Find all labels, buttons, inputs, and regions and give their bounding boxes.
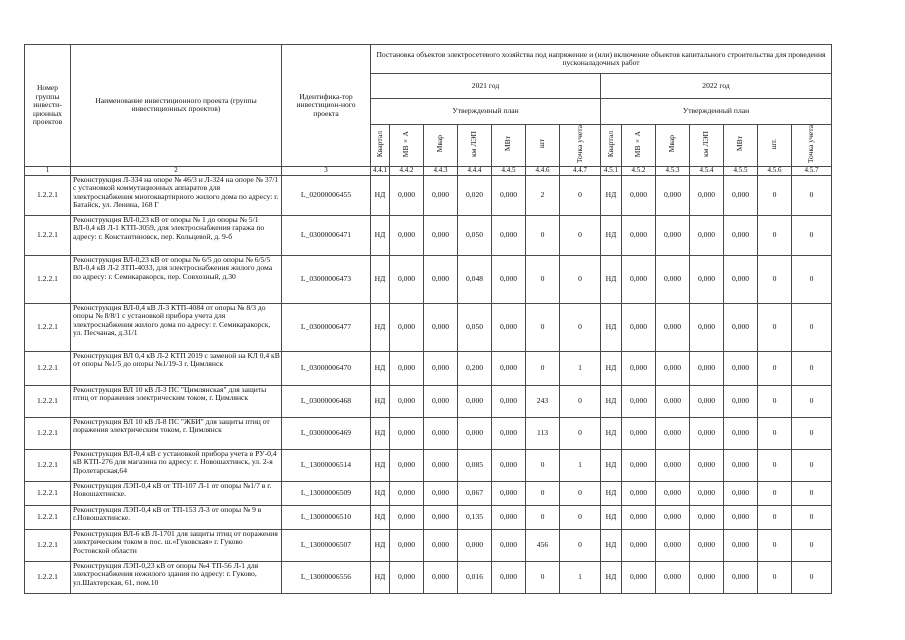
cell-value: 0,000 xyxy=(424,449,458,481)
cell-value: 0 xyxy=(758,529,792,561)
cell-value: 0,000 xyxy=(724,303,758,351)
cell-value: 0,000 xyxy=(622,561,656,593)
cell-project-id: L_03000006470 xyxy=(282,351,371,385)
cell-value: 0,000 xyxy=(424,561,458,593)
cell-value: 0 xyxy=(792,385,832,417)
cell-project-name: Реконструкция ЛЭП-0,23 кВ от опоры №4 ТП-56 Л-1 для электроснабжения нежилого здания по адресу: г. Гуково, ул.Шахтерская, 61, пом.10 xyxy=(71,561,282,593)
cell-value: 0 xyxy=(560,255,601,303)
cell-project-id: L_03000006477 xyxy=(282,303,371,351)
cell-value: 1 xyxy=(560,351,601,385)
cell-value: 0,000 xyxy=(622,215,656,255)
header-row-super xyxy=(25,45,832,74)
cell-value: 0 xyxy=(758,481,792,505)
cell-value: НД xyxy=(371,529,390,561)
unit-header-label: шт. xyxy=(769,138,779,150)
unit-header-label: Квартал xyxy=(374,130,384,158)
cell-group-number: 1.2.2.1 xyxy=(25,215,71,255)
column-number: 4.4.3 xyxy=(424,166,458,175)
cell-value: 0,000 xyxy=(424,505,458,529)
cell-value: 0 xyxy=(526,303,560,351)
cell-value: 0,000 xyxy=(424,175,458,215)
cell-group-number: 1.2.2.1 xyxy=(25,481,71,505)
cell-value: 0 xyxy=(792,561,832,593)
cell-value: 0,000 xyxy=(424,351,458,385)
cell-value: НД xyxy=(601,561,622,593)
cell-value: 0,000 xyxy=(656,385,690,417)
cell-value: 0,050 xyxy=(458,215,492,255)
cell-value: НД xyxy=(371,175,390,215)
cell-value: 0,000 xyxy=(656,175,690,215)
cell-value: 0,000 xyxy=(656,351,690,385)
cell-value: 0,000 xyxy=(390,351,424,385)
cell-value: 0 xyxy=(758,417,792,449)
column-number: 4.5.6 xyxy=(758,166,792,175)
cell-value: 0,000 xyxy=(492,417,526,449)
cell-value: 0 xyxy=(526,561,560,593)
cell-value: 0 xyxy=(792,417,832,449)
cell-value: 0,000 xyxy=(492,481,526,505)
table-row xyxy=(25,417,832,449)
cell-project-id: L_02000006455 xyxy=(282,175,371,215)
cell-value: 0,000 xyxy=(492,255,526,303)
table-row xyxy=(25,529,832,561)
cell-value: 0,000 xyxy=(492,529,526,561)
cell-value: 0,000 xyxy=(390,175,424,215)
cell-group-number: 1.2.2.1 xyxy=(25,175,71,215)
cell-value: 0,000 xyxy=(458,529,492,561)
unit-header-2021-4 xyxy=(458,125,492,167)
cell-value: 0,200 xyxy=(458,351,492,385)
cell-project-id: L_13000006509 xyxy=(282,481,371,505)
unit-header-label: шт xyxy=(537,139,547,149)
column-number: 4.5.2 xyxy=(622,166,656,175)
unit-header-2022-5 xyxy=(724,125,758,167)
cell-value: 0 xyxy=(560,175,601,215)
cell-value: 0,000 xyxy=(690,255,724,303)
header-plan-2021: Утвержденный план xyxy=(371,99,601,125)
cell-value: 0 xyxy=(792,255,832,303)
cell-value: 0,050 xyxy=(458,303,492,351)
table-row xyxy=(25,215,832,255)
column-number: 4.4.4 xyxy=(458,166,492,175)
cell-value: 0,000 xyxy=(424,215,458,255)
cell-value: 0 xyxy=(792,505,832,529)
cell-value: НД xyxy=(371,303,390,351)
cell-value: НД xyxy=(601,449,622,481)
cell-value: НД xyxy=(371,449,390,481)
table-row xyxy=(25,351,832,385)
cell-value: НД xyxy=(601,505,622,529)
cell-value: 0 xyxy=(560,215,601,255)
cell-value: 0 xyxy=(792,449,832,481)
column-number: 4.4.2 xyxy=(390,166,424,175)
header-year-2021: 2021 год xyxy=(371,74,601,99)
cell-value: 0 xyxy=(758,561,792,593)
unit-header-label: Точка учета xyxy=(574,125,584,164)
cell-group-number: 1.2.2.1 xyxy=(25,561,71,593)
cell-value: 0 xyxy=(560,385,601,417)
cell-value: 0 xyxy=(758,175,792,215)
cell-value: 2 xyxy=(526,175,560,215)
table-row xyxy=(25,449,832,481)
cell-value: 0 xyxy=(526,215,560,255)
cell-value: 0,000 xyxy=(690,417,724,449)
column-number: 4.4.6 xyxy=(526,166,560,175)
column-number: 4.5.4 xyxy=(690,166,724,175)
cell-project-name: Реконструкция ВЛ-0,4 кВ Л-3 КТП-4084 от опоры № 8/3 до опоры № 8/8/1 с установкой прибора учета для электроснабжения жилого дома по адресу: г. Семикаракорск, ул. Песчаная, д.31/1 xyxy=(71,303,282,351)
cell-value: НД xyxy=(371,351,390,385)
cell-value: 0 xyxy=(758,303,792,351)
cell-value: 0,000 xyxy=(492,449,526,481)
cell-value: НД xyxy=(371,255,390,303)
cell-value: 0,000 xyxy=(492,351,526,385)
unit-header-2022-1 xyxy=(601,125,622,167)
cell-value: 0,000 xyxy=(690,175,724,215)
cell-value: 0,000 xyxy=(424,481,458,505)
cell-value: 0,000 xyxy=(656,529,690,561)
cell-value: НД xyxy=(371,561,390,593)
cell-project-name: Реконструкция ВЛ 10 кВ Л-3 ПС "Цимлянская" для защиты птиц от поражения электрическим током, г. Цимлянск xyxy=(71,385,282,417)
cell-value: 0,000 xyxy=(622,417,656,449)
cell-value: 0,000 xyxy=(690,505,724,529)
cell-value: 0,000 xyxy=(656,449,690,481)
cell-project-name: Реконструкция ЛЭП-0,4 кВ от ТП-107 Л-1 от опоры №1/7 в г. Новошахтинске. xyxy=(71,481,282,505)
cell-value: 0,000 xyxy=(424,303,458,351)
column-number: 1 xyxy=(25,166,71,175)
cell-value: 0,000 xyxy=(390,529,424,561)
cell-project-name: Реконструкция ВЛ-0,23 кВ от опоры № 1 до опоры № 5/1 ВЛ-0,4 кВ Л-1 КТП-3059, для электроснабжения гаража по адресу: г. Константиновск, пер. Кольцевой, д. 9-б xyxy=(71,215,282,255)
unit-header-2022-3 xyxy=(656,125,690,167)
cell-project-id: L_13000006510 xyxy=(282,505,371,529)
cell-value: 0,135 xyxy=(458,505,492,529)
table-row xyxy=(25,561,832,593)
cell-value: НД xyxy=(601,385,622,417)
cell-value: 0,067 xyxy=(458,481,492,505)
unit-header-2021-3 xyxy=(424,125,458,167)
header-project-id: Идентифика-тор инвестицион-ного проекта xyxy=(282,45,371,167)
cell-value: 1 xyxy=(560,561,601,593)
cell-value: 0,000 xyxy=(390,561,424,593)
cell-value: 0,000 xyxy=(656,561,690,593)
unit-header-label: Мвар xyxy=(435,135,445,153)
cell-group-number: 1.2.2.1 xyxy=(25,417,71,449)
cell-value: 0 xyxy=(758,215,792,255)
unit-header-label: Квартал xyxy=(605,130,615,158)
unit-header-label: МВ×А xyxy=(401,130,411,158)
cell-value: 0,000 xyxy=(390,481,424,505)
cell-value: НД xyxy=(371,505,390,529)
unit-header-2022-2 xyxy=(622,125,656,167)
header-super-title: Постановка объектов электросетевого хозяйства под напряжение и (или) включение объектов капитального строительства для проведения пусконаладочных работ xyxy=(371,45,832,74)
column-number: 4.4.5 xyxy=(492,166,526,175)
header-project-name: Наименование инвестиционного проекта (группы инвестиционных проектов) xyxy=(71,45,282,167)
cell-value: 0 xyxy=(758,255,792,303)
cell-value: 0,000 xyxy=(690,529,724,561)
cell-value: 0 xyxy=(526,351,560,385)
cell-value: 0,000 xyxy=(390,303,424,351)
cell-project-id: L_13000006514 xyxy=(282,449,371,481)
unit-header-label: км ЛЭП xyxy=(701,131,711,158)
table-row xyxy=(25,175,832,215)
cell-value: 0 xyxy=(758,351,792,385)
cell-value: 0,000 xyxy=(390,417,424,449)
unit-header-label: Мвар xyxy=(667,135,677,153)
table-row xyxy=(25,505,832,529)
unit-header-label: МВт xyxy=(503,136,513,152)
cell-value: НД xyxy=(601,255,622,303)
cell-value: 0,020 xyxy=(458,175,492,215)
cell-project-id: L_03000006468 xyxy=(282,385,371,417)
cell-value: 0,000 xyxy=(622,351,656,385)
cell-value: 0 xyxy=(560,505,601,529)
unit-header-2021-1 xyxy=(371,125,390,167)
unit-header-2022-4 xyxy=(690,125,724,167)
column-number: 4.5.5 xyxy=(724,166,758,175)
cell-value: 0,000 xyxy=(390,449,424,481)
cell-value: НД xyxy=(371,215,390,255)
cell-value: 0,085 xyxy=(458,449,492,481)
column-number-row xyxy=(25,166,832,175)
table-row xyxy=(25,303,832,351)
cell-value: НД xyxy=(601,303,622,351)
cell-value: 0,000 xyxy=(690,351,724,385)
cell-value: 0 xyxy=(758,449,792,481)
cell-project-id: L_03000006471 xyxy=(282,215,371,255)
cell-project-id: L_13000006556 xyxy=(282,561,371,593)
cell-value: 0,016 xyxy=(458,561,492,593)
cell-group-number: 1.2.2.1 xyxy=(25,255,71,303)
cell-value: 0,000 xyxy=(656,303,690,351)
cell-value: 0,048 xyxy=(458,255,492,303)
cell-project-name: Реконструкция ВЛ-0,4 кВ с установкой прибора учета в РУ-0,4 кВ КТП-276 для магазина по адресу: г. Новошахтинск, ул. 2-я Пролетарская,64 xyxy=(71,449,282,481)
cell-project-name: Реконструкция ВЛ 10 кВ Л-8 ПС "ЖБИ" для защиты птиц от поражения электрическим током, г. Цимлянск xyxy=(71,417,282,449)
unit-header-2021-2 xyxy=(390,125,424,167)
cell-value: НД xyxy=(371,417,390,449)
cell-value: 0 xyxy=(560,303,601,351)
unit-header-2021-6 xyxy=(526,125,560,167)
cell-value: 0 xyxy=(560,481,601,505)
cell-project-name: Реконструкция ЛЭП-0,4 кВ от ТП-153 Л-3 от опоры № 9 в г.Новошахтинске. xyxy=(71,505,282,529)
cell-value: 0,000 xyxy=(492,215,526,255)
cell-value: 0,000 xyxy=(622,481,656,505)
cell-value: 0 xyxy=(792,303,832,351)
cell-value: 0 xyxy=(560,529,601,561)
cell-value: 0,000 xyxy=(390,385,424,417)
cell-value: 0 xyxy=(792,351,832,385)
cell-group-number: 1.2.2.1 xyxy=(25,303,71,351)
cell-project-id: L_13000006507 xyxy=(282,529,371,561)
cell-value: НД xyxy=(601,481,622,505)
unit-header-2021-7 xyxy=(560,125,601,167)
cell-value: 0,000 xyxy=(656,481,690,505)
cell-group-number: 1.2.2.1 xyxy=(25,351,71,385)
cell-value: 0 xyxy=(526,449,560,481)
header-year-2022: 2022 год xyxy=(601,74,832,99)
cell-value: 0,000 xyxy=(492,385,526,417)
cell-project-id: L_03000006469 xyxy=(282,417,371,449)
cell-value: 0,000 xyxy=(656,505,690,529)
cell-value: 0 xyxy=(792,215,832,255)
cell-value: 113 xyxy=(526,417,560,449)
cell-value: 0,000 xyxy=(424,255,458,303)
cell-value: НД xyxy=(601,529,622,561)
cell-value: 0,000 xyxy=(492,175,526,215)
table-row xyxy=(25,385,832,417)
cell-value: 0,000 xyxy=(724,255,758,303)
cell-value: 0 xyxy=(792,481,832,505)
cell-value: 0,000 xyxy=(724,481,758,505)
column-number: 4.4.7 xyxy=(560,166,601,175)
cell-value: 0,000 xyxy=(390,505,424,529)
cell-value: 243 xyxy=(526,385,560,417)
cell-value: 0,000 xyxy=(690,385,724,417)
cell-value: 0,000 xyxy=(724,417,758,449)
header-group-number: Номер группы инвести-ционных проектов xyxy=(25,45,71,167)
cell-value: 0,000 xyxy=(724,385,758,417)
unit-header-label: Точка учета xyxy=(806,125,816,164)
cell-group-number: 1.2.2.1 xyxy=(25,505,71,529)
cell-value: 0,000 xyxy=(622,255,656,303)
column-number: 2 xyxy=(71,166,282,175)
cell-value: 0,000 xyxy=(390,255,424,303)
cell-project-id: L_03000006473 xyxy=(282,255,371,303)
cell-value: 0,000 xyxy=(622,175,656,215)
cell-value: 0,000 xyxy=(656,255,690,303)
cell-value: 0,000 xyxy=(424,385,458,417)
column-number: 4.4.1 xyxy=(371,166,390,175)
table-body xyxy=(25,175,832,593)
cell-value: 0 xyxy=(526,481,560,505)
cell-value: 0 xyxy=(526,255,560,303)
cell-value: 0,000 xyxy=(622,303,656,351)
cell-value: 0,000 xyxy=(724,505,758,529)
cell-group-number: 1.2.2.1 xyxy=(25,385,71,417)
cell-value: 0,000 xyxy=(424,417,458,449)
cell-value: 0,000 xyxy=(724,175,758,215)
cell-project-name: Реконструкция ВЛ-6 кВ Л-1701 для защиты птиц от поражения электрическим током в пос. ш.«Гуковская» г. Гуково Ростовской области xyxy=(71,529,282,561)
column-number: 4.5.1 xyxy=(601,166,622,175)
cell-value: 0,000 xyxy=(724,561,758,593)
cell-value: 456 xyxy=(526,529,560,561)
table-row xyxy=(25,255,832,303)
column-number: 4.5.3 xyxy=(656,166,690,175)
cell-value: 0,000 xyxy=(724,529,758,561)
cell-value: 0,000 xyxy=(690,449,724,481)
unit-header-2022-6 xyxy=(758,125,792,167)
unit-header-label: км ЛЭП xyxy=(469,131,479,158)
header-plan-2022: Утвержденный план xyxy=(601,99,832,125)
cell-value: 0 xyxy=(560,417,601,449)
cell-value: 0 xyxy=(758,505,792,529)
cell-value: НД xyxy=(371,481,390,505)
cell-value: 0,000 xyxy=(656,215,690,255)
table-row xyxy=(25,481,832,505)
cell-project-name: Реконструкция ВЛ-0,23 кВ от опоры № 6/5 до опоры № 6/5/5 ВЛ-0,4 кВ Л-2 ЗТП-4033, для электроснабжения жилого дома по адресу: г. Семикаракорск, пер. Совхозный, д.30 xyxy=(71,255,282,303)
cell-value: 0,000 xyxy=(690,561,724,593)
cell-value: 0 xyxy=(792,529,832,561)
cell-value: НД xyxy=(371,385,390,417)
cell-value: 0,000 xyxy=(690,481,724,505)
cell-value: 0,000 xyxy=(724,351,758,385)
cell-value: НД xyxy=(601,351,622,385)
column-number: 4.5.7 xyxy=(792,166,832,175)
cell-value: 0,000 xyxy=(492,303,526,351)
cell-value: 0 xyxy=(758,385,792,417)
cell-value: НД xyxy=(601,417,622,449)
cell-value: 1 xyxy=(560,449,601,481)
cell-value: 0 xyxy=(526,505,560,529)
cell-group-number: 1.2.2.1 xyxy=(25,449,71,481)
cell-value: 0,000 xyxy=(724,449,758,481)
cell-value: 0,000 xyxy=(390,215,424,255)
cell-value: 0,000 xyxy=(622,529,656,561)
cell-value: 0,000 xyxy=(492,561,526,593)
cell-value: 0,000 xyxy=(690,303,724,351)
investment-table xyxy=(24,44,832,594)
cell-value: 0,000 xyxy=(724,215,758,255)
cell-value: 0 xyxy=(792,175,832,215)
cell-value: 0,000 xyxy=(690,215,724,255)
cell-value: 0,000 xyxy=(458,417,492,449)
cell-group-number: 1.2.2.1 xyxy=(25,529,71,561)
cell-value: 0,000 xyxy=(492,505,526,529)
cell-value: 0,000 xyxy=(424,529,458,561)
cell-value: 0,000 xyxy=(622,385,656,417)
unit-header-2021-5 xyxy=(492,125,526,167)
cell-project-name: Реконструкция ВЛ 0,4 кВ Л-2 КТП 2019 с заменой на КЛ 0,4 кВ от опоры №1/5 до опоры №1/19-3 г. Цимлянск xyxy=(71,351,282,385)
cell-value: НД xyxy=(601,175,622,215)
unit-header-label: МВ×А xyxy=(633,130,643,158)
cell-value: 0,000 xyxy=(656,417,690,449)
cell-project-name: Реконструкция Л-334 на опоре № 46/3 и Л-324 на опоре № 37/1 с установкой коммутационных аппаратов для электроснабжения многоквартирного жилого дома по адресу: г. Батайск, ул. Ленина, 168 Г xyxy=(71,175,282,215)
cell-value: 0,000 xyxy=(622,449,656,481)
unit-header-2022-7 xyxy=(792,125,832,167)
column-number: 3 xyxy=(282,166,371,175)
unit-header-label: МВт xyxy=(735,136,745,152)
cell-value: НД xyxy=(601,215,622,255)
cell-value: 0,000 xyxy=(622,505,656,529)
cell-value: 0,000 xyxy=(458,385,492,417)
